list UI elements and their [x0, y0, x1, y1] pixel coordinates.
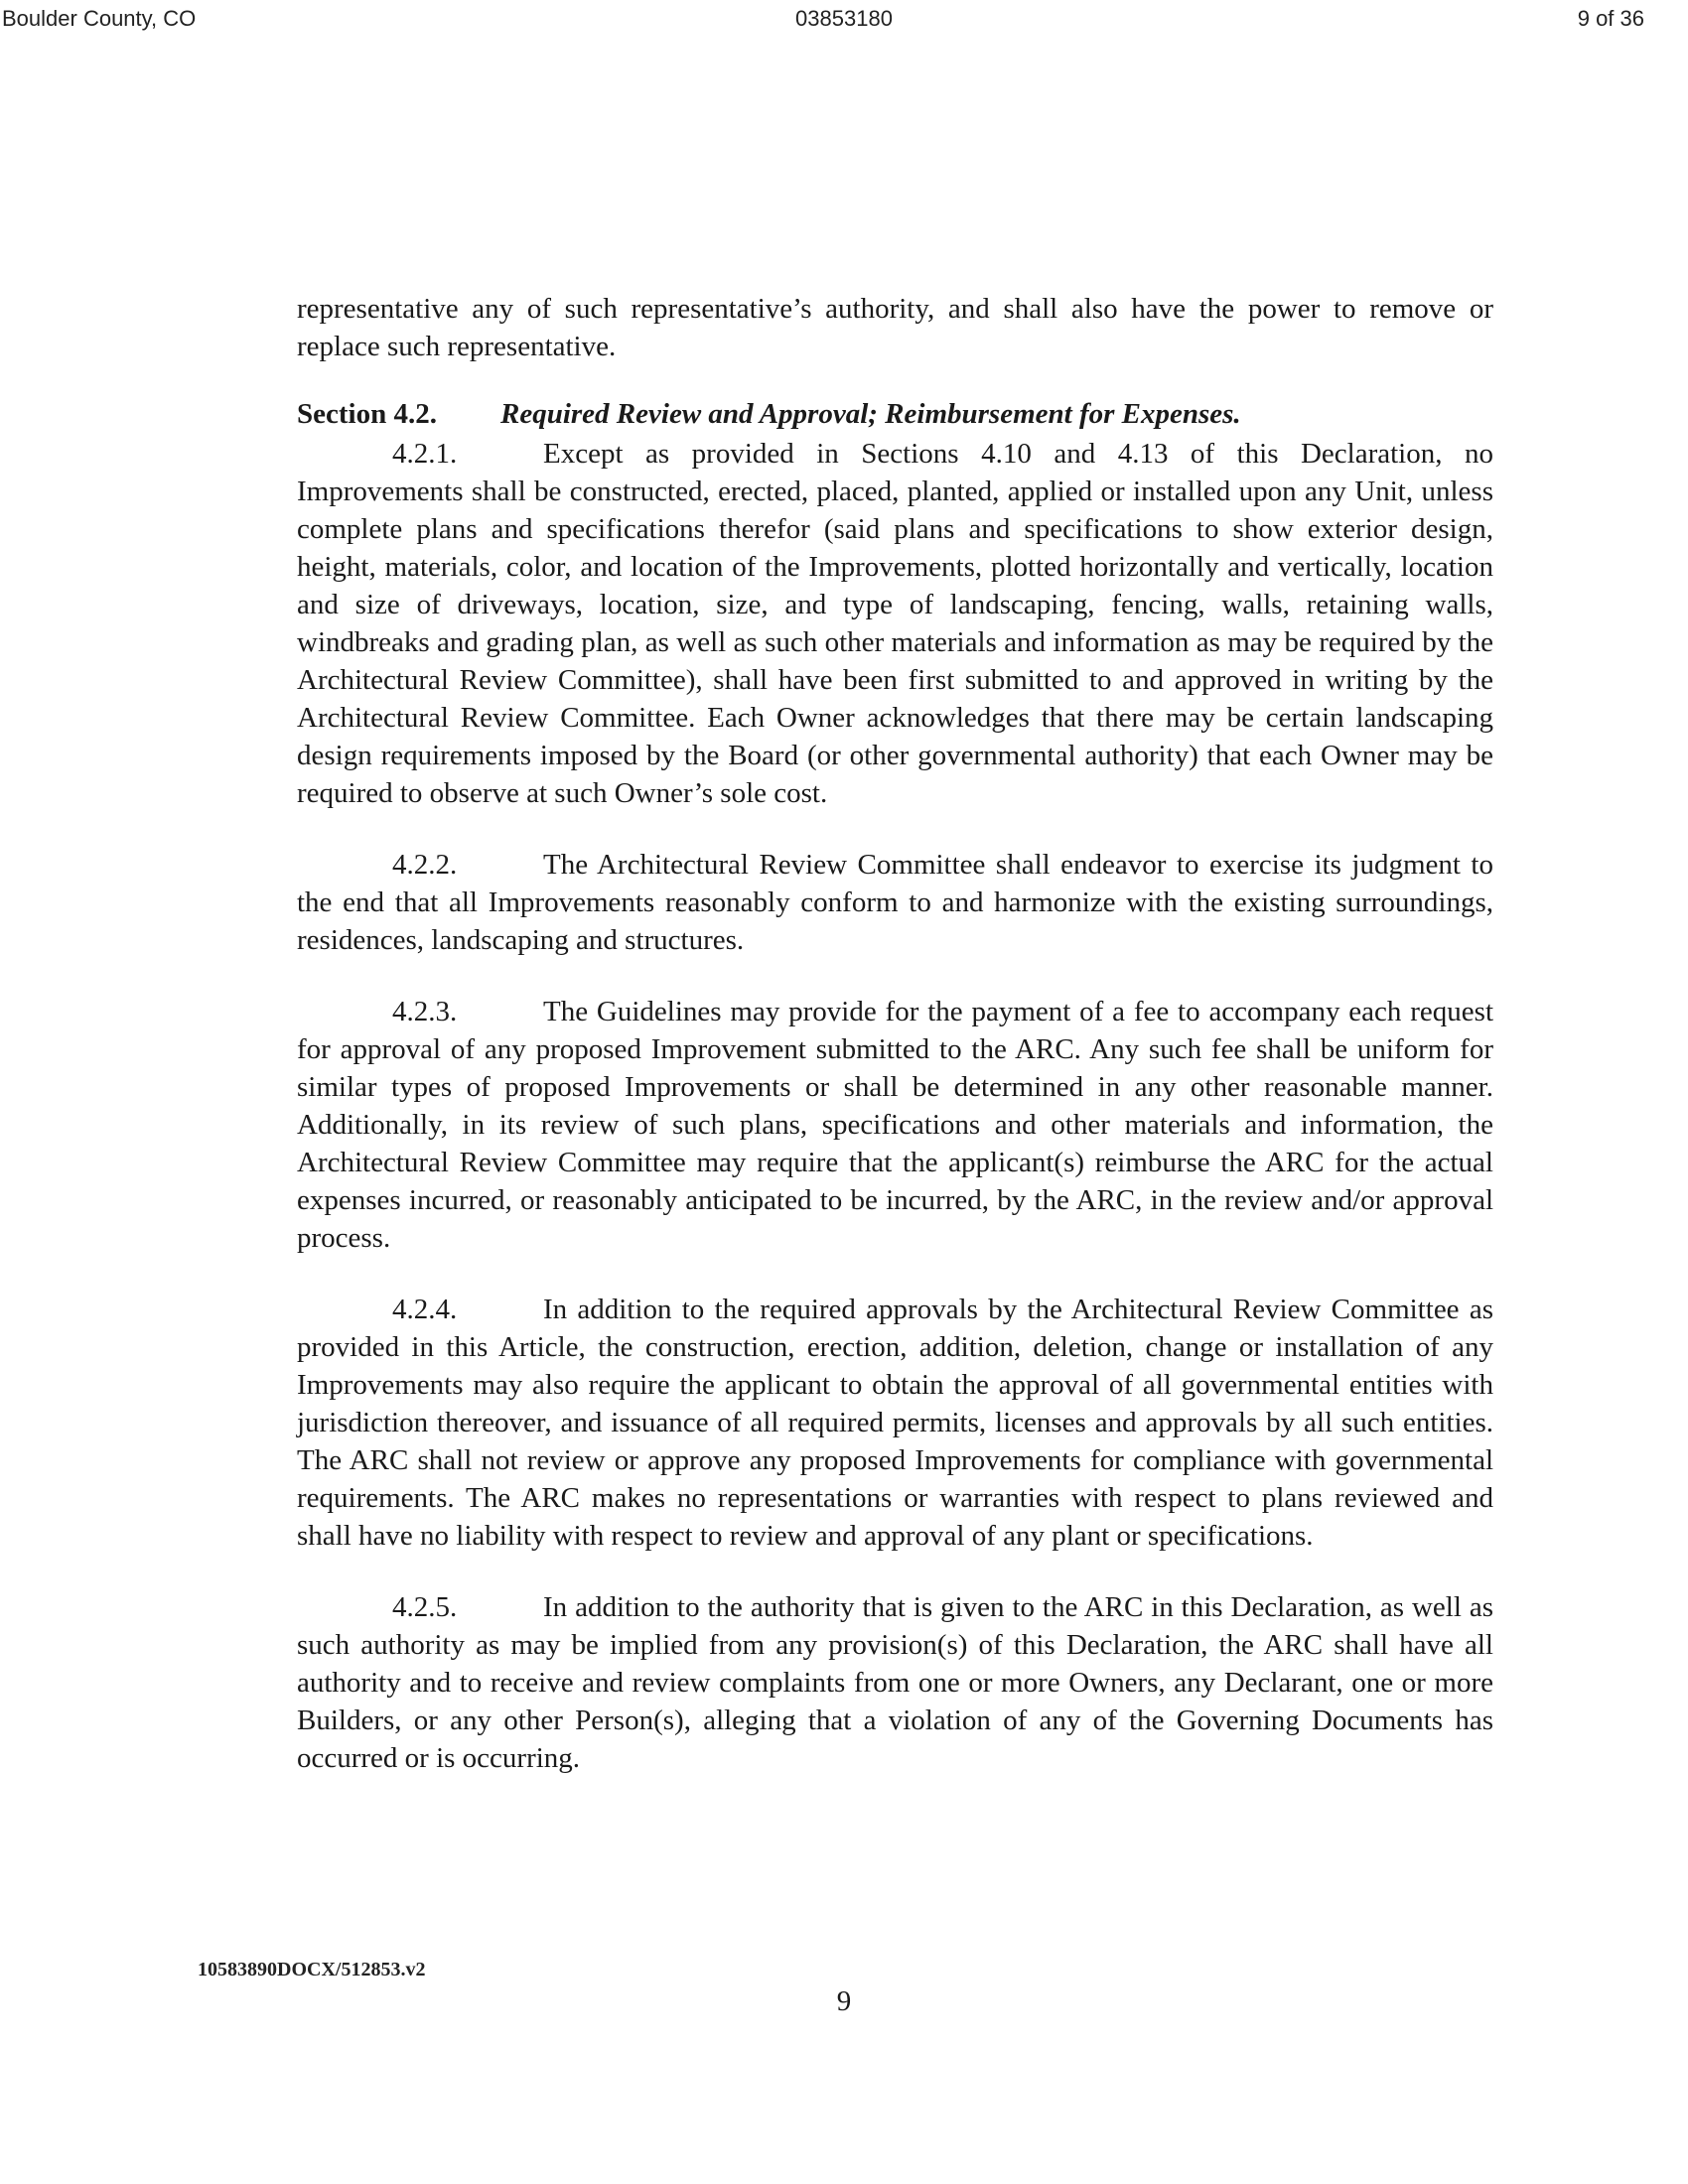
- subsection-text: The Guidelines may provide for the payment of a fee to accompany each request for approval of any proposed Improvement submitted to the ARC. Any such fee shall be uniform for similar types of proposed Improvements or shall be determined in any other reasonable manner. Additionally, in its review of such plans, specifications and other materials and information, the Architectural Review Committee may require that the applicant(s) reimburse the ARC for the actual expenses incurred, or reasonably anticipated to be incurred, by the ARC, in the review and/or approval process.: [297, 996, 1493, 1254]
- subsection-number: 4.2.1.: [392, 438, 458, 470]
- intro-paragraph: representative any of such representative’s authority, and shall also have the power to remove or replace such representative.: [297, 293, 1493, 362]
- county-label: Boulder County, CO: [2, 6, 197, 31]
- subsection-number: 4.2.5.: [392, 1591, 458, 1623]
- subsection-text: The Architectural Review Committee shall endeavor to exercise its judgment to the end that all Improvements reasonably conform to and harmonize with the existing surroundings, residences, landscaping and structures.: [297, 849, 1493, 956]
- subsection-text: In addition to the required approvals by the Architectural Review Committee as provided in this Article, the construction, erection, addition, deletion, change or installation of any Improvements may also require the applicant to obtain the approval of all governmental entities with jurisdiction thereover, and issuance of all required permits, licenses and approvals by all such entities. The ARC shall not review or approve any proposed Improvements for compliance with governmental requirements. The ARC makes no representations or warranties with respect to plans reviewed and shall have no liability with respect to review and approval of any plant or specifications.: [297, 1294, 1493, 1552]
- subsection-text: In addition to the authority that is given to the ARC in this Declaration, as well as such authority as may be implied from any provision(s) of this Declaration, the ARC shall have all authority and to receive and review complaints from one or more Owners, any Declarant, one or more Builders, or any other Person(s), alleging that a violation of any of the Governing Documents has occurred or is occurring.: [297, 1591, 1493, 1774]
- subsection-number: 4.2.4.: [392, 1294, 458, 1325]
- page-number: 9: [836, 1985, 852, 2017]
- subsection-paragraph: [297, 993, 1493, 1257]
- document-body: [297, 290, 1493, 1777]
- page-count: 9 of 36: [1577, 6, 1644, 31]
- subsection-number: 4.2.2.: [392, 849, 458, 881]
- section-title: Required Review and Approval; Reimbursement for Expenses.: [500, 398, 1241, 430]
- document-number: 03853180: [795, 6, 893, 31]
- subsection-paragraph: [297, 1588, 1493, 1777]
- section-heading: [297, 395, 1493, 433]
- document-code: 10583890DOCX/512853.v2: [198, 1959, 426, 1980]
- page-header: [0, 6, 1688, 46]
- subsection-text: Except as provided in Sections 4.10 and 4.13 of this Declaration, no Improvements shall be constructed, erected, placed, planted, applied or installed upon any Unit, unless complete plans and specifications therefor (said plans and specifications to show exterior design, height, materials, color, and location of the Improvements, plotted horizontally and vertically, location and size of driveways, location, size, and type of landscaping, fencing, walls, retaining walls, windbreaks and grading plan, as well as such other materials and information as may be required by the Architectural Review Committee), shall have been first submitted to and approved in writing by the Architectural Review Committee. Each Owner acknowledges that there may be certain landscaping design requirements imposed by the Board (or other governmental authority) that each Owner may be required to observe at such Owner’s sole cost.: [297, 438, 1493, 809]
- section-number: Section 4.2.: [297, 398, 437, 430]
- subsection-paragraph: [297, 846, 1493, 959]
- subsection-paragraph: [297, 1291, 1493, 1555]
- subsection-paragraph: [297, 435, 1493, 812]
- subsection-number: 4.2.3.: [392, 996, 458, 1027]
